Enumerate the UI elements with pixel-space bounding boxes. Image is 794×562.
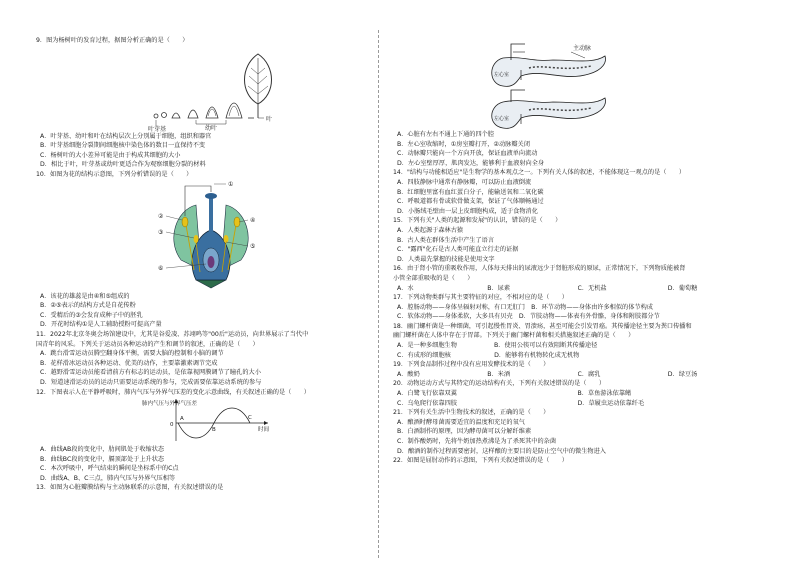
q13-option-a: A．心脏有左右不通上下通的四个腔 [397,131,495,138]
q12-xlabel: 时间 [258,427,270,434]
q16-option-c: C．无机盐 [577,284,607,292]
q20-option-d: D．草履虫运动依靠纤毛 [577,399,645,407]
q13-label-aorta: 主动脉 [573,45,592,52]
q12-option-d: D．曲线A、B、C三点，肺内气压与外界气压相等 [40,474,176,482]
heart-valve-illustration [393,38,758,130]
q13-stem: 13．如图为心脏瓣膜结构与主动脉联系的示意图，有关叙述错误的是 [36,484,224,492]
q9-option-a: A．叶芽基、幼叶和叶在结构层次上分别属于细胞，组织和器官 [40,132,212,140]
q12-point-b: B [212,427,216,434]
q12-option-a: A．曲线AB段的变化中，肋间肌处于收缩状态 [40,446,165,454]
q12-point-a: A [180,416,184,423]
q10-stem: 10．如图为花的结构示意图，下列分析错误的是（ ） [36,170,193,178]
q17-option-cd: C．软体动物——身体柔软，大多具有贝壳 D．节肢动物——体表有外骨骼，身体和附肢都分节 [397,313,660,321]
q13-label-ventricle-bottom: 左心室 [494,116,510,122]
q21-option-b: B．白酒制作的原理，因为酵母菌可以分解纤维素 [397,428,532,436]
q10-option-c: C．受精后的③会发育成种子中的胚乳 [40,311,143,319]
q13-heart-figure [393,38,758,130]
q21-option-d: D．酿酒的制作过程需要密封，这样酿的主要目的是防止空气中的微生物进入 [397,447,606,455]
q15-option-d: D．人类最先掌握的技能是使用文字 [397,255,495,263]
q16-options [397,284,758,294]
q21-option-a: A．酿酒时酵母菌需要适宜的温度和充足的氧气 [397,418,525,426]
column-divider [378,30,379,558]
q10-label-4: ④ [250,216,256,224]
q12-ylabel: 肺内气压与外界气压差 [142,401,198,408]
q15-option-b: B．古人类在群体生活中产生了语言 [397,236,495,244]
q17-option-ab: A．腔肠动物——身体呈辐射对称，有口无肛门 B．环节动物——身体由许多相似的体节构成 [397,303,653,311]
q12-zero: 0 [170,422,174,429]
q10-flower-figure [36,180,366,292]
q9-label-bud: 叶芽基 [148,125,167,132]
q20-option-c: C．乌龟爬行依靠四肢 [397,399,458,407]
q11-option-d: D．短道速滑运动员的运动只需要运动系统的参与，完成需要依靠运动系统的参与 [40,378,262,386]
q10-label-3: ③ [158,228,164,236]
q9-label-young: 幼叶 [205,124,218,132]
q13-option-c: C．动脉瓣只能向一个方向开放，保证血液单向流动 [397,150,538,158]
q10-label-2: ② [158,212,164,220]
q22-stem: 22．如图是屈肘动作的示意图，下列有关叙述错误的是（ ） [393,457,568,465]
q18-option-cd: C．有成形的细胞核 D．能够将有机物转化成无机物 [397,351,580,359]
q12-option-b: B．曲线BC段的变化中，膈顶部处于上升状态 [40,455,165,463]
q20-option-a: A．白鹭飞行依靠双翼 [397,390,457,398]
q9-stem: 9．图为杨树叶的发育过程，据图分析正确的是（ ） [36,37,189,44]
q21-stem: 21．下列有关生活中生物技术的叙述，正确的是（ ） [393,409,550,417]
q19-stem: 19．下列食品制作过程中没有应用发酵技术的是（ ） [393,361,550,369]
q10-label-6: ⑥ [158,264,164,272]
q20-option-b: B．草鱼游泳依靠鳍 [577,390,632,398]
q10-option-a: A．该花的雄蕊是由④和⑤组成的 [40,292,130,300]
q18-option-ab: A．是一种多细胞生物 B．使用公筷可以有效阻断其传播途径 [397,342,598,350]
q11-option-c: C．越野滑雪运动员能看清前方有标志的运动员，是依靠视网膜调节了瞳孔的大小 [40,369,261,377]
q16-option-d: D．葡萄糖 [667,284,698,292]
q12-stem: 12．下图表示人在平静呼吸时，肺内气压与外界气压差的变化示意曲线，有关叙述正确的是（ ） [36,388,310,396]
left-column [36,36,366,493]
q12-pressure-figure [36,397,366,445]
q19-option-d: D．绿豆汤 [667,370,698,378]
q10-label-1: ① [228,180,234,188]
q11-option-a: A．跳台滑雪运动员腾空翻身体平衡，需要大脑的控制和小脑的调节 [40,350,224,358]
q19-option-c: C．腐乳 [577,370,601,378]
q19-option-a: A．酸奶 [397,370,420,378]
q19-options [397,370,758,380]
q11-stem-line-2: 国青年的风采。下列关于运动员各种运动的产生和调节的叙述，正确的是（ ） [36,340,259,348]
q11-option-b: B．花样滑冰运动员各种运动、优美的动作，主要靠激素调节完成 [40,359,218,367]
q16-option-a: A．水 [397,284,414,292]
q14-stem: 14．"结构与功能相适应"是生物学的基本观点之一。下列有关人体的叙述，不能体现这一观点的是（ ） [393,169,686,177]
q10-label-5: ⑤ [250,242,256,250]
q20-stem: 20．动物运动方式与其特定的运动结构有关，下列有关叙述错误的是（ ） [393,380,606,388]
q11-stem-line-1: 11．2022年北京冬奥会场馆建设中，尤其是谷爱凌、苏翊鸣等"00后"运动员，向世界展示了当代中 [36,330,309,338]
q12-point-c: C [248,415,252,422]
q13-option-d: D．左心室壁厚厚，肌肉发达，能够利于血液射向全身 [397,159,545,167]
q17-stem: 17．下列动物类群与其主要特征的对应，不相对应的是（ ） [393,294,568,302]
q19-option-b: B．米酒 [487,370,511,378]
q15-option-a: A．人类起源于森林古猿 [397,226,464,234]
q18-stem-line-2: 幽门螺杆菌在人体中存在于胃部。下列关于幽门螺杆菌和相关措施叙述正确的是（ ） [393,332,635,340]
q10-option-b: B．②⑤表示的结构方式是自花传粉 [40,302,136,310]
q13-option-b: B．左心室收缩时，①房室瓣打开，②动脉瓣关闭 [397,140,530,148]
right-column [393,38,758,466]
q16-stem-line-2: 小管全部重吸收的是（ ） [393,274,474,282]
pressure-curve-illustration [36,397,366,445]
q10-option-d: D．开花时结构①是人工辅助授粉可提高产量 [40,321,162,329]
q14-option-c: C．呼吸道都有骨或软骨做支架，保证了气体顺畅通过 [397,198,544,206]
q18-stem-line-1: 18．幽门螺杆菌是一种细菌，可引起慢性胃炎、胃溃疡，甚至可能会引发胃癌。其传播途径主要为粪口传播和 [393,322,692,330]
q9-option-c: C．杨树叶的大小差异可能是由于构成其细胞的大小 [40,151,181,159]
q9-label-leaf: 叶 [266,115,273,123]
q20-options [397,389,758,408]
q21-option-c: C．制作酸奶时，先将牛奶加热煮沸是为了杀死其中的杂菌 [397,438,557,445]
q9-option-b: B．叶芽基细胞分裂期间细胞核中染色体的数目一直保持不变 [40,142,206,150]
q9-option-d: D．相比于叶，叶芽基或幼叶更适合作为观察细胞分裂的材料 [40,161,206,169]
leaf-development-illustration [36,46,366,132]
flower-structure-illustration [36,180,366,292]
q14-option-d: D．小肠绒毛壁由一层上皮细胞构成，适于食物消化 [397,207,538,215]
q9-leaf-figure [36,46,366,132]
q16-option-b: B．尿素 [487,284,511,292]
q14-option-a: A．四肢静脉中通常有静脉瓣，可以防止血液倒流 [397,178,532,186]
q12-option-c: C．本次呼吸中，呼气结束的瞬间是坐标系中的C点 [40,465,179,473]
q13-label-ventricle-top: 左心室 [494,72,510,78]
q15-stem: 15．下列有关"人类的起源和发展"的认识，错误的是（ ） [393,217,562,225]
q16-stem-line-1: 16．由于肾小管的重吸收作用，人体每天排出的尿液远少于肾脏形成的原尿，正常情况下，下列物质能被肾 [393,265,686,273]
q15-option-c: C．"露西"化石是古人类可能直立行走的证据 [397,246,519,254]
q14-option-b: B．红细胞里富有血红蛋白分子，能输送氧和二氧化碳 [397,188,544,196]
